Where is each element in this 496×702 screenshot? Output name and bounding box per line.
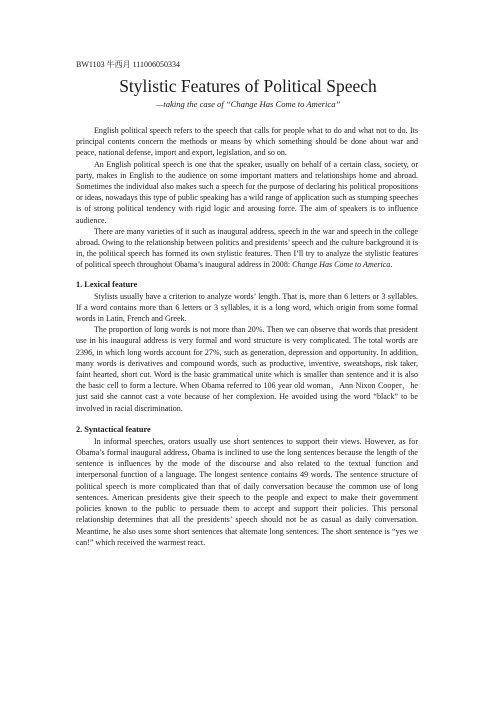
document-subtitle: —taking the case of “Change Has Come to America” bbox=[155, 99, 341, 109]
section-1-heading: 1. Lexical feature bbox=[76, 279, 138, 289]
intro-paragraph-3-text: There are many varieties of it such as inaugural address, speech in the war and speech in the college abroad. Owing to the relationship between politics and presidents’ speech and the culture background it is in, the political speech has formed its own stylistic features. Then I’ll try to analyze the stylistic features of political speech throughout Obama’s inaugural address in 2008: bbox=[76, 226, 418, 270]
section-1-paragraph-2: The proportion of long words is not more than 20%. Then we can observe that words that president use in his inaugural address is very formal and word structure is very complicated. The total words are 2396, in which long words account for 27%, such as generation, depression and opportunity. In addition, many words is derivatives and compound words, such as productive, inventive, sweatshops, risk taker, faint hearted, short cut. Word is the basic grammatical unite which is smaller than sentence and it is also the basic cell to form a lecture. When Obama referred to 106 year old woman，Ann Nixon Cooper，he just said she cannot cast a vote because of her complexion. He avoided using the word “black” to be involved in racial discrimination. bbox=[76, 325, 418, 413]
section-2-heading: 2. Syntactical feature bbox=[76, 424, 151, 434]
author-id-line: BW1103 牛西月 111006050334 bbox=[76, 60, 180, 69]
intro-paragraph-2: An English political speech is one that the speaker, usually on behalf of a certain class, society, or party, makes in English to the audience on some important matters and relationships home and abroad. Sometimes the individual also makes such a speech for the purpose of declaring his political propositions or ideas, nowadays this type of public speaking has a wild range of application such as stumping speeches is of strong political tendency with rigid logic and arousing force. The aim of speakers is to influence audience. bbox=[76, 159, 418, 225]
document-body bbox=[76, 125, 418, 548]
intro-paragraph-3: There are many varieties of it such as inaugural address, speech in the war and speech in the college abroad. Owing to the relationship between politics and presidents’ speech and the culture background it is in, the political speech has formed its own stylistic features. Then I’ll try to analyze the stylistic features of political speech throughout Obama’s inaugural address in 2008: Change Has Come to America. bbox=[76, 226, 418, 270]
section-1-paragraph-1: Stylists usually have a criterion to analyze words’ length. That is, more than 6 letters or 3 syllables. If a word contains more than 6 letters or 3 syllables, it is a long word, which origin from some formal words in Latin, French and Greek. bbox=[76, 291, 418, 324]
document-title: Stylistic Features of Political Speech bbox=[119, 76, 377, 96]
section-2-paragraph-1: In informal speeches, orators usually use short sentences to support their views. However, as for Obama’s formal inaugural address, Obama is inclined to use the long sentences because the length of the sentence is influences by the mode of the discourse and also related to the textual function and interpersonal function of a language. The longest sentence contains 49 words. The sentence structure of political speech is more complicated than that of daily conversation because the common use of long sentences. American presidents give their speech to the people and expect to make their government policies known to the public to persuade them to accept and support their policies. This personal relationship determines that all the presidents’ speech should not be as casual as daily conversation. Meantime, he also uses some short sentences that alternate long sentences. The short sentence is “yes we can!” which received the warmest react. bbox=[76, 436, 418, 547]
speech-title-italic: Change Has Come to America bbox=[292, 260, 391, 270]
intro-paragraph-1: English political speech refers to the speech that calls for people what to do and what not to do. Its principal contents concern the methods or means by which something should be done about war and peace, national defense, import and export, legislation, and so on. bbox=[76, 126, 418, 158]
